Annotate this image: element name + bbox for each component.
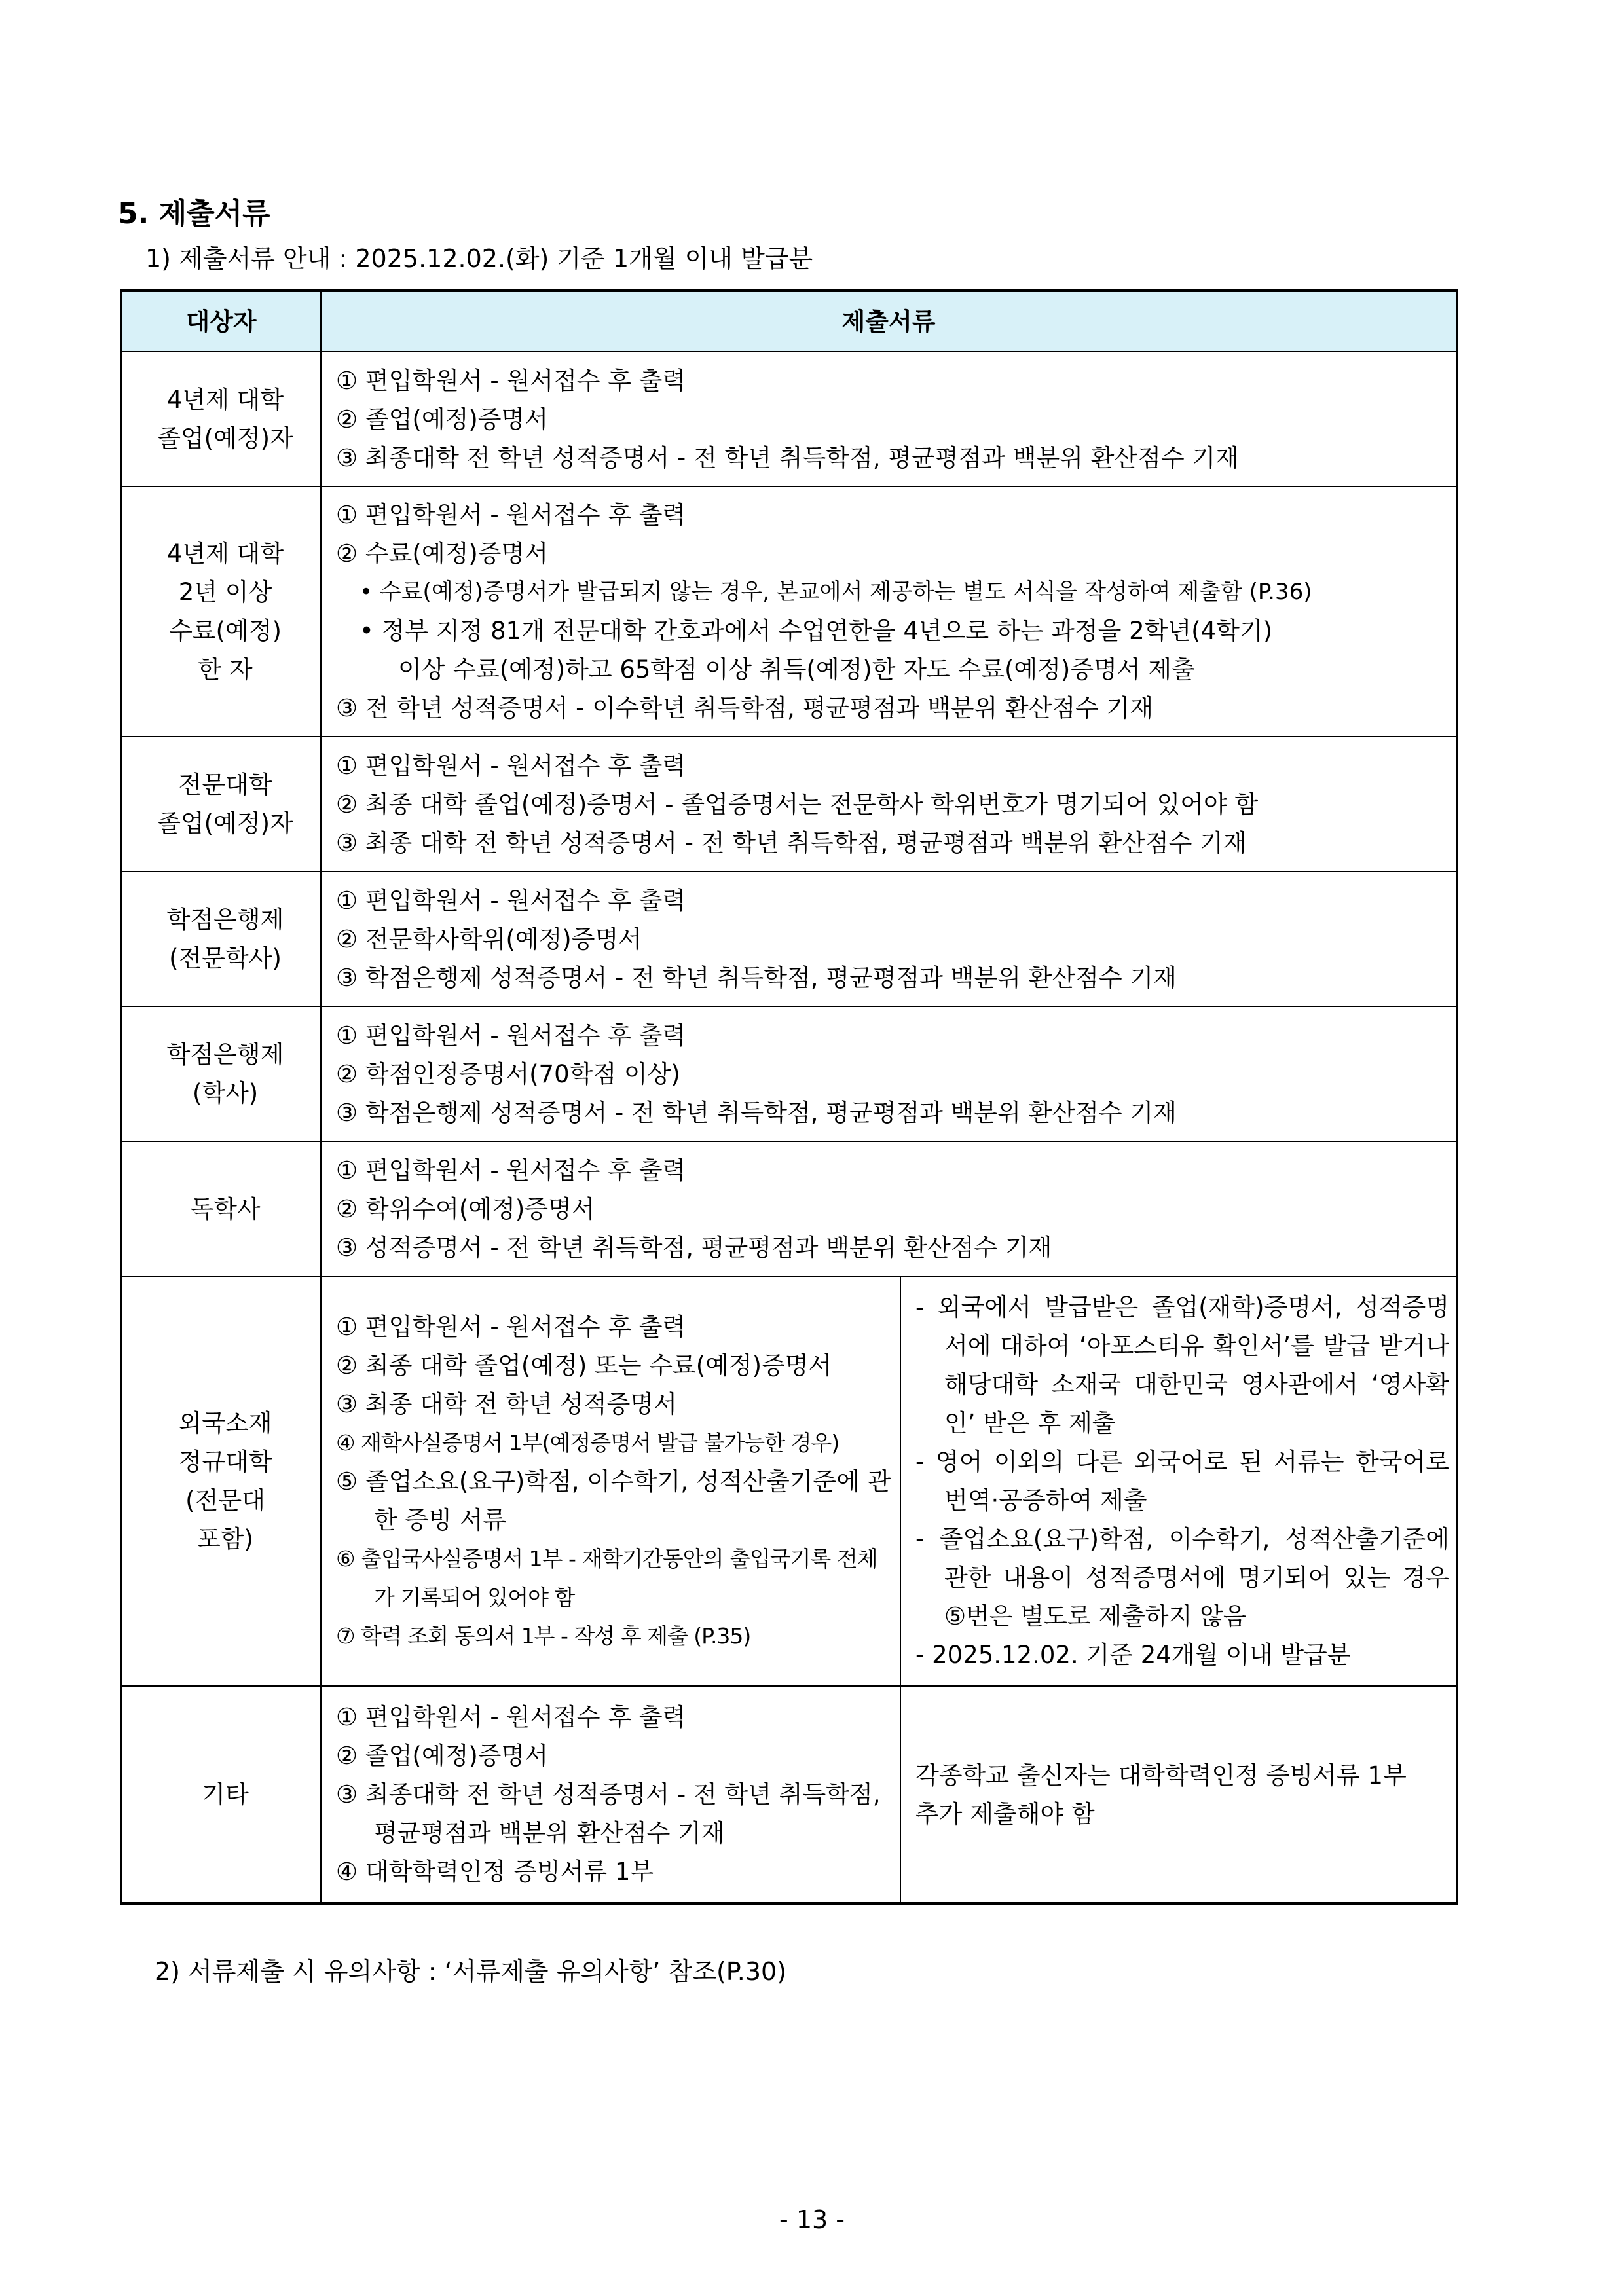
doc-item: ④ 대학학력인정 증빙서류 1부: [336, 1858, 654, 1886]
table-row: [121, 872, 1457, 1006]
notes-cell: [900, 1276, 1457, 1686]
table-row: [121, 1276, 1457, 1686]
doc-item: ③ 전 학년 성적증명서 - 이수학년 취득학점, 평균평점과 백분위 환산점수 기재: [336, 694, 1154, 722]
doc-item: ① 편입학원서 - 원서접수 후 출력: [336, 1156, 686, 1184]
header-documents: 제출서류: [321, 291, 1457, 352]
doc-item: ③ 학점은행제 성적증명서 - 전 학년 취득학점, 평균평점과 백분위 환산점수 기재: [336, 1098, 1177, 1127]
docs-cell: [321, 872, 1457, 1006]
doc-item: ② 최종 대학 졸업(예정)증명서 - 졸업증명서는 전문학사 학위번호가 명기되어 있어야 함: [336, 790, 1259, 818]
doc-item: ② 졸업(예정)증명서: [336, 405, 548, 433]
doc-item: ① 편입학원서 - 원서접수 후 출력: [336, 366, 686, 395]
section-title: 5. 제출서류: [118, 197, 270, 230]
doc-item: ③ 최종대학 전 학년 성적증명서 - 전 학년 취득학점, 평균평점과 백분위 환산점수 기재: [336, 443, 1239, 472]
doc-item: ② 최종 대학 졸업(예정) 또는 수료(예정)증명서: [336, 1351, 832, 1380]
docs-cell: [321, 487, 1457, 737]
doc-item: ③ 성적증명서 - 전 학년 취득학점, 평균평점과 백분위 환산점수 기재: [336, 1233, 1052, 1262]
target-cell: 학점은행제 (학사): [121, 1006, 321, 1141]
table-header-row: [121, 291, 1457, 352]
doc-item: ② 학점인정증명서(70학점 이상): [336, 1059, 680, 1088]
doc-item: ① 편입학원서 - 원서접수 후 출력: [336, 1021, 686, 1050]
table-row: [121, 352, 1457, 487]
docs-cell: [321, 1141, 1457, 1276]
target-cell: 4년제 대학 졸업(예정)자: [121, 352, 321, 487]
notes-cell: [900, 1686, 1457, 1903]
note-item: - 2025.12.02. 기준 24개월 이내 발급분: [915, 1641, 1351, 1669]
note-item: - 영어 이외의 다른 외국어로 된 서류는 한국어로 번역·공증하여 제출: [915, 1448, 1449, 1515]
doc-item: ① 편입학원서 - 원서접수 후 출력: [336, 1312, 686, 1341]
doc-item: ① 편입학원서 - 원서접수 후 출력: [336, 886, 686, 915]
doc-item: ④ 재학사실증명서 1부(예정증명서 발급 불가능한 경우): [336, 1429, 840, 1456]
doc-item: ③ 최종대학 전 학년 성적증명서 - 전 학년 취득학점, 평균평점과 백분위 환산점수 기재: [336, 1780, 881, 1847]
doc-item: ① 편입학원서 - 원서접수 후 출력: [336, 751, 686, 780]
table-row: [121, 737, 1457, 872]
docs-cell: [321, 1686, 900, 1903]
target-cell: 독학사: [121, 1141, 321, 1276]
target-cell: 4년제 대학 2년 이상 수료(예정) 한 자: [121, 487, 321, 737]
table-row: [121, 487, 1457, 737]
table-row: [121, 1006, 1457, 1141]
doc-item: ① 편입학원서 - 원서접수 후 출력: [336, 501, 686, 529]
doc-item: ② 졸업(예정)증명서: [336, 1742, 548, 1770]
doc-item: ① 편입학원서 - 원서접수 후 출력: [336, 1703, 686, 1731]
doc-item: ③ 학점은행제 성적증명서 - 전 학년 취득학점, 평균평점과 백분위 환산점수 기재: [336, 963, 1177, 992]
target-cell: 학점은행제 (전문학사): [121, 872, 321, 1006]
doc-item: ② 학위수여(예정)증명서: [336, 1194, 595, 1223]
documents-table: [120, 289, 1458, 1905]
note-item: - 졸업소요(요구)학점, 이수학기, 성적산출기준에 관한 내용이 성적증명서에 명기되어 있는 경우 ⑤번은 별도로 제출하지 않음: [915, 1525, 1449, 1630]
doc-item: ② 수료(예정)증명서: [336, 540, 548, 568]
docs-cell: [321, 737, 1457, 872]
docs-cell: [321, 1276, 900, 1686]
doc-sub-item: • 수료(예정)증명서가 발급되지 않는 경우, 본교에서 제공하는 별도 서식을 작성하여 제출함 (P.36): [360, 579, 1312, 605]
note-item: - 외국에서 발급받은 졸업(재학)증명서, 성적증명서에 대하여 ‘아포스티유 확인서’를 발급 받거나 해당대학 소재국 대한민국 영사관에서 ‘영사확인’ 받은 후 제출: [915, 1293, 1449, 1437]
doc-item: ⑥ 출입국사실증명서 1부 - 재학기간동안의 출입국기록 전체가 기록되어 있어야 함: [336, 1545, 877, 1610]
target-cell: 외국소재 정규대학 (전문대 포함): [121, 1276, 321, 1686]
docs-cell: [321, 1006, 1457, 1141]
doc-item: ⑤ 졸업소요(요구)학점, 이수학기, 성적산출기준에 관한 증빙 서류: [336, 1467, 891, 1534]
header-target: 대상자: [121, 291, 321, 352]
target-cell: 전문대학 졸업(예정)자: [121, 737, 321, 872]
page-number: - 13 -: [779, 2205, 845, 2234]
doc-item: ③ 최종 대학 전 학년 성적증명서: [336, 1389, 677, 1418]
doc-sub-item-continued: 이상 수료(예정)하고 65학점 이상 취득(예정)한 자도 수료(예정)증명서 제출: [398, 655, 1195, 684]
doc-item: ③ 최종 대학 전 학년 성적증명서 - 전 학년 취득학점, 평균평점과 백분위 환산점수 기재: [336, 828, 1247, 857]
doc-item: ⑦ 학력 조회 동의서 1부 - 작성 후 제출 (P.35): [336, 1623, 751, 1649]
target-cell: 기타: [121, 1686, 321, 1903]
subtitle: 1) 제출서류 안내 : 2025.12.02.(화) 기준 1개월 이내 발급분: [145, 244, 813, 273]
note-item: 각종학교 출신자는 대학학력인정 증빙서류 1부 추가 제출해야 함: [915, 1761, 1407, 1828]
footnote: 2) 서류제출 시 유의사항 : ‘서류제출 유의사항’ 참조(P.30): [155, 1957, 787, 1986]
table-row: [121, 1686, 1457, 1903]
doc-item: ② 전문학사학위(예정)증명서: [336, 925, 642, 953]
doc-sub-item: • 정부 지정 81개 전문대학 간호과에서 수업연한을 4년으로 하는 과정을 2학년(4학기): [360, 617, 1273, 645]
docs-cell: [321, 352, 1457, 487]
table-row: [121, 1141, 1457, 1276]
